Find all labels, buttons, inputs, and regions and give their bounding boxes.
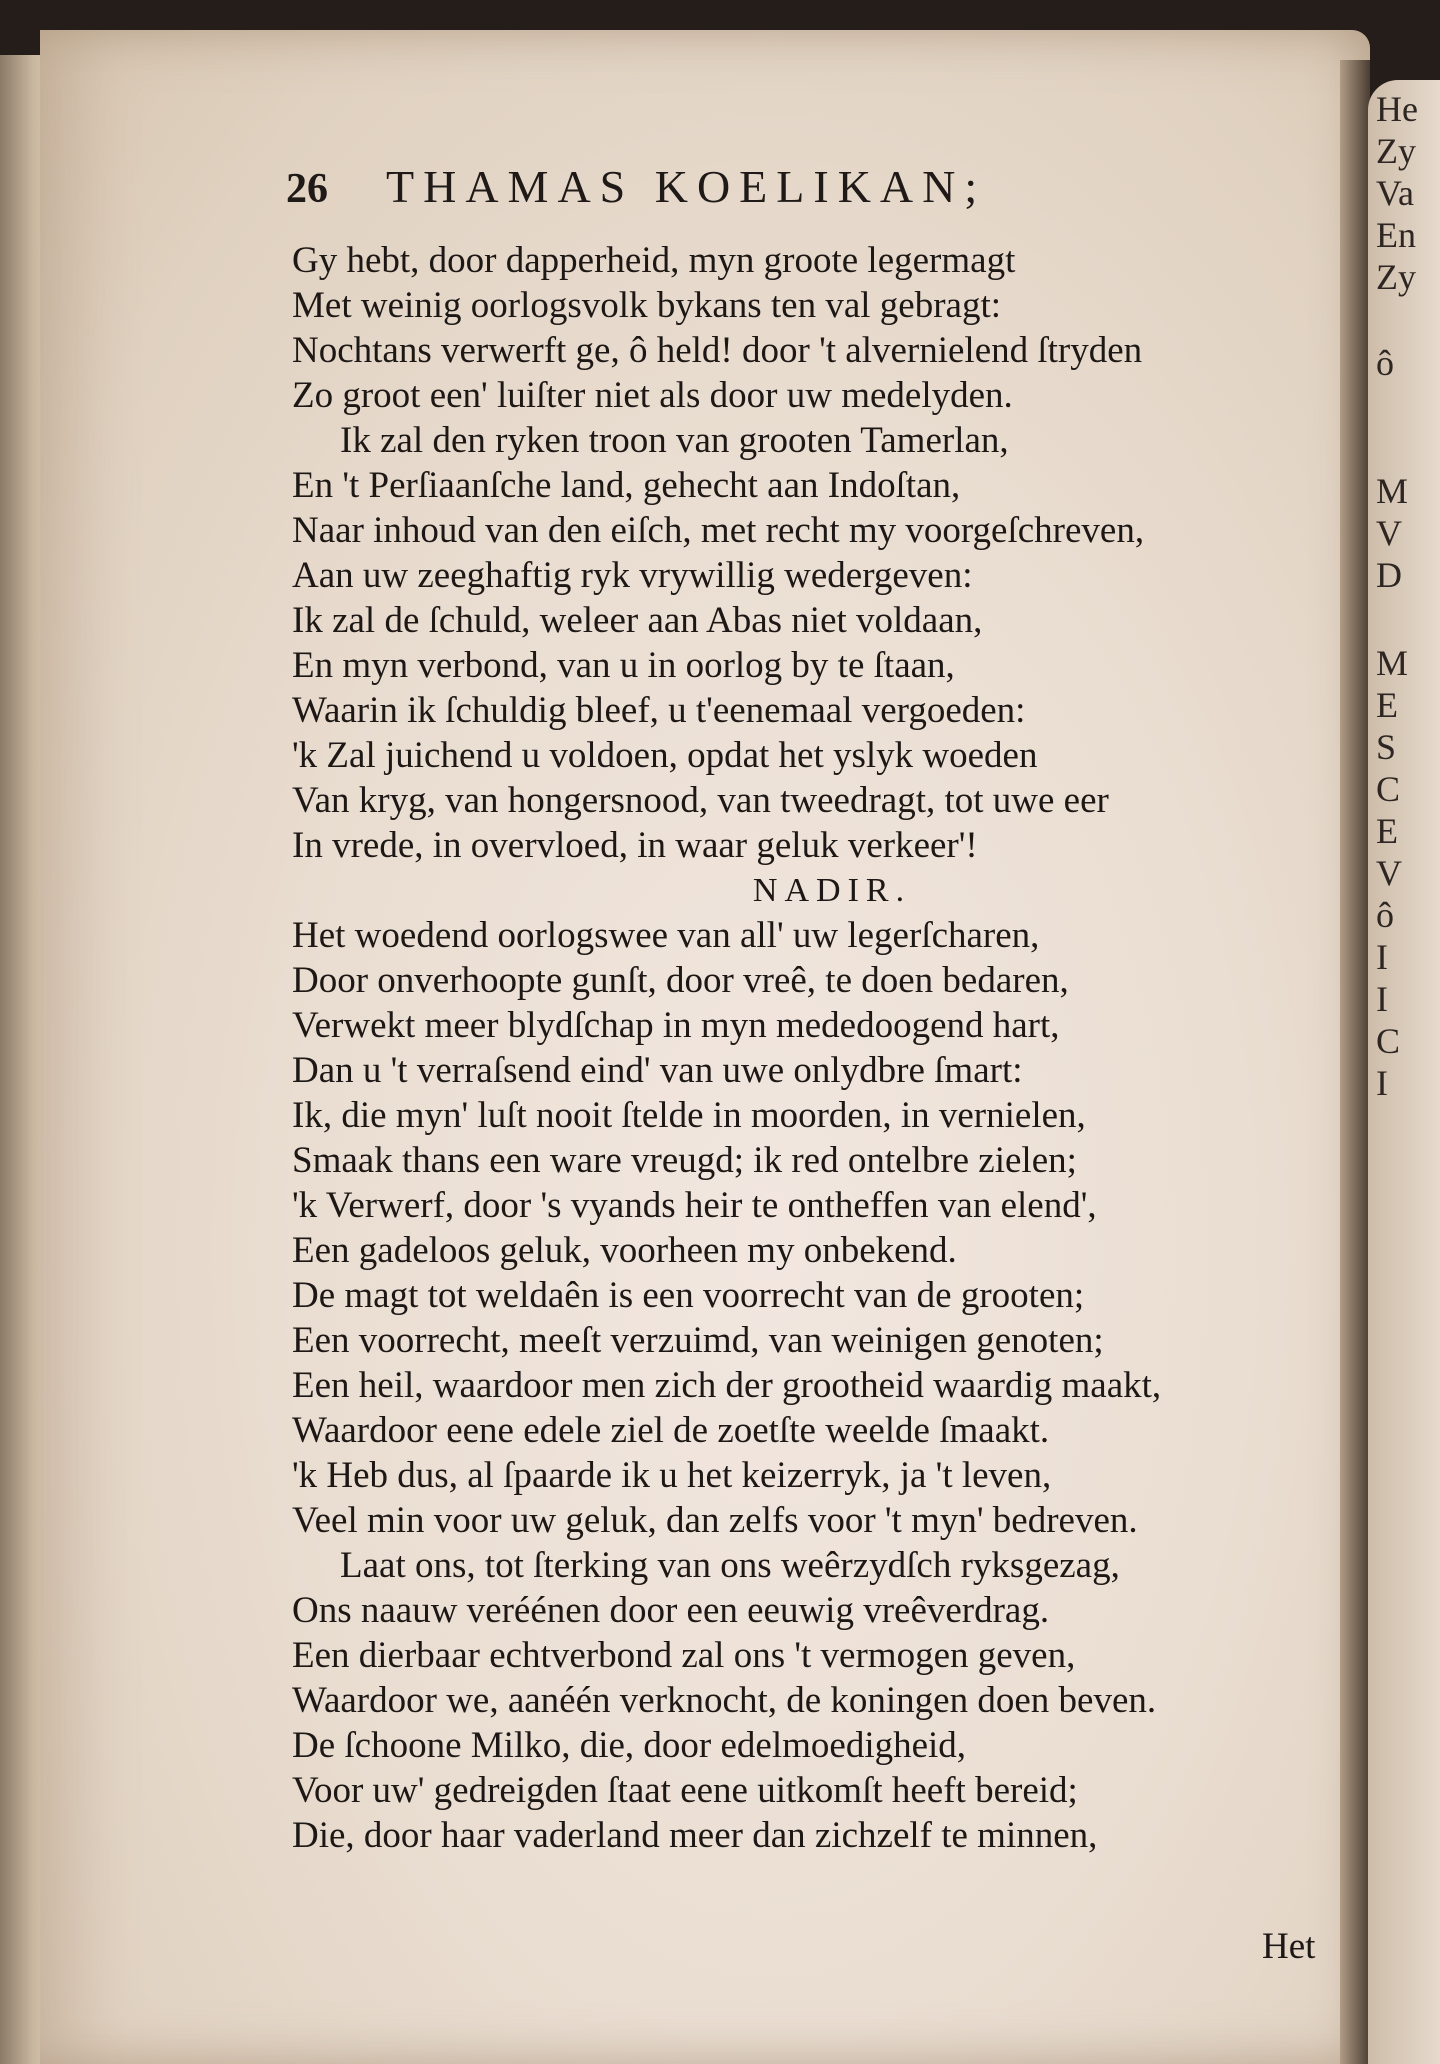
- facing-page: [1368, 80, 1440, 2064]
- verse-line: Dan u 't verraſsend eind' van uwe onlydbre ſmart:: [292, 1050, 1023, 1091]
- facing-page-fragment: V: [1376, 853, 1402, 893]
- facing-page-fragment: S: [1376, 727, 1397, 767]
- verse-line: Waardoor eene edele ziel de zoetſte weelde ſmaakt.: [292, 1410, 1050, 1451]
- verse-line: En 't Perſiaanſche land, gehecht aan Indoſtan,: [292, 465, 961, 506]
- verse-line: Een heil, waardoor men zich der grootheid waardig maakt,: [292, 1365, 1162, 1406]
- facing-page-fragment: Zy: [1376, 131, 1416, 171]
- facing-page-fragment: M: [1376, 471, 1409, 511]
- verse-line: 'k Zal juichend u voldoen, opdat het yslyk woeden: [292, 735, 1038, 776]
- verse-line: De magt tot weldaên is een voorrecht van de grooten;: [292, 1275, 1085, 1316]
- verse-line: Ons naauw veréénen door een eeuwig vreêverdrag.: [292, 1590, 1050, 1631]
- book-gutter: [1340, 60, 1370, 2064]
- verse-line: Waardoor we, aanéén verknocht, de koningen doen beven.: [292, 1680, 1157, 1721]
- facing-page-fragment: I: [1376, 979, 1388, 1019]
- facing-page-fragment: D: [1376, 555, 1402, 595]
- verse-line: Ik zal den ryken troon van grooten Tamerlan,: [340, 420, 1009, 461]
- verse-line: Smaak thans een ware vreugd; ik red ontelbre zielen;: [292, 1140, 1077, 1181]
- facing-page-fragment: C: [1376, 769, 1401, 809]
- facing-page-fragment: M: [1376, 643, 1409, 683]
- verse-line: En myn verbond, van u in oorlog by te ſtaan,: [292, 645, 955, 686]
- facing-page-fragment: C: [1376, 1021, 1401, 1061]
- facing-page-fragment: He: [1376, 89, 1418, 129]
- facing-page-fragment: ô: [1376, 895, 1394, 935]
- verse-line: Voor uw' gedreigden ſtaat eene uitkomſt heeft bereid;: [292, 1770, 1078, 1811]
- verse-line: De ſchoone Milko, die, door edelmoedigheid,: [292, 1725, 967, 1766]
- verse-line: Gy hebt, door dapperheid, myn groote legermagt: [292, 240, 1016, 281]
- page-header: [286, 160, 1246, 213]
- verse-line: Naar inhoud van den eiſch, met recht my voorgeſchreven,: [292, 510, 1145, 551]
- verse-line: Een voorrecht, meeſt verzuimd, van weinigen genoten;: [292, 1320, 1104, 1361]
- verse-line: Verwekt meer blydſchap in myn mededoogend hart,: [292, 1005, 1060, 1046]
- verse-line: Een dierbaar echtverbond zal ons 't vermogen geven,: [292, 1635, 1076, 1676]
- running-title: THAMAS KOELIKAN;: [386, 161, 987, 212]
- facing-page-fragment: E: [1376, 811, 1398, 851]
- facing-page-fragment: En: [1376, 215, 1416, 255]
- verse-line: Van kryg, van hongersnood, van tweedragt, tot uwe eer: [292, 780, 1109, 821]
- verse-line: Een gadeloos geluk, voorheen my onbekend.: [292, 1230, 957, 1271]
- speaker-name: NADIR.: [752, 872, 912, 909]
- verse-line: Zo groot een' luiſter niet als door uw medelyden.: [292, 375, 1013, 416]
- facing-page-fragment: Va: [1376, 173, 1414, 213]
- verse-line: 'k Heb dus, al ſpaarde ik u het keizerryk, ja 't leven,: [292, 1455, 1052, 1496]
- verse-line: Laat ons, tot ſterking van ons weêrzydſch ryksgezag,: [340, 1545, 1120, 1586]
- verse-line: 'k Verwerf, door 's vyands heir te ontheffen van elend',: [292, 1185, 1097, 1226]
- catchword: Het: [1262, 1926, 1316, 1967]
- verse-line: Veel min voor uw geluk, dan zelfs voor 't myn' bedreven.: [292, 1500, 1138, 1541]
- verse-line: Ik, die myn' luſt nooit ſtelde in moorden, in vernielen,: [292, 1095, 1086, 1136]
- verse-line: Die, door haar vaderland meer dan zichzelf te minnen,: [292, 1815, 1098, 1856]
- verse-line: Door onverhoopte gunſt, door vreê, te doen bedaren,: [292, 960, 1069, 1001]
- verse-line: In vrede, in overvloed, in waar geluk verkeer'!: [292, 825, 978, 866]
- facing-page-fragment: Zy: [1376, 257, 1416, 297]
- facing-page-fragment: V: [1376, 513, 1402, 553]
- verse-line: Aan uw zeeghaftig ryk vrywillig wedergeven:: [292, 555, 973, 596]
- poem-text: [292, 238, 1332, 1858]
- verse-line: Het woedend oorlogswee van all' uw legerſcharen,: [292, 915, 1040, 956]
- page-number: 26: [286, 166, 328, 212]
- verse-line: Met weinig oorlogsvolk bykans ten val gebragt:: [292, 285, 1002, 326]
- facing-page-fragment: E: [1376, 685, 1398, 725]
- verse-line: Ik zal de ſchuld, weleer aan Abas niet voldaan,: [292, 600, 983, 641]
- verse-line: Waarin ik ſchuldig bleef, u t'eenemaal vergoeden:: [292, 690, 1026, 731]
- facing-page-fragment: I: [1376, 1063, 1388, 1103]
- facing-page-fragment: I: [1376, 937, 1388, 977]
- facing-page-fragment: ô: [1376, 343, 1394, 383]
- verse-line: Nochtans verwerft ge, ô held! door 't alvernielend ſtryden: [292, 330, 1143, 371]
